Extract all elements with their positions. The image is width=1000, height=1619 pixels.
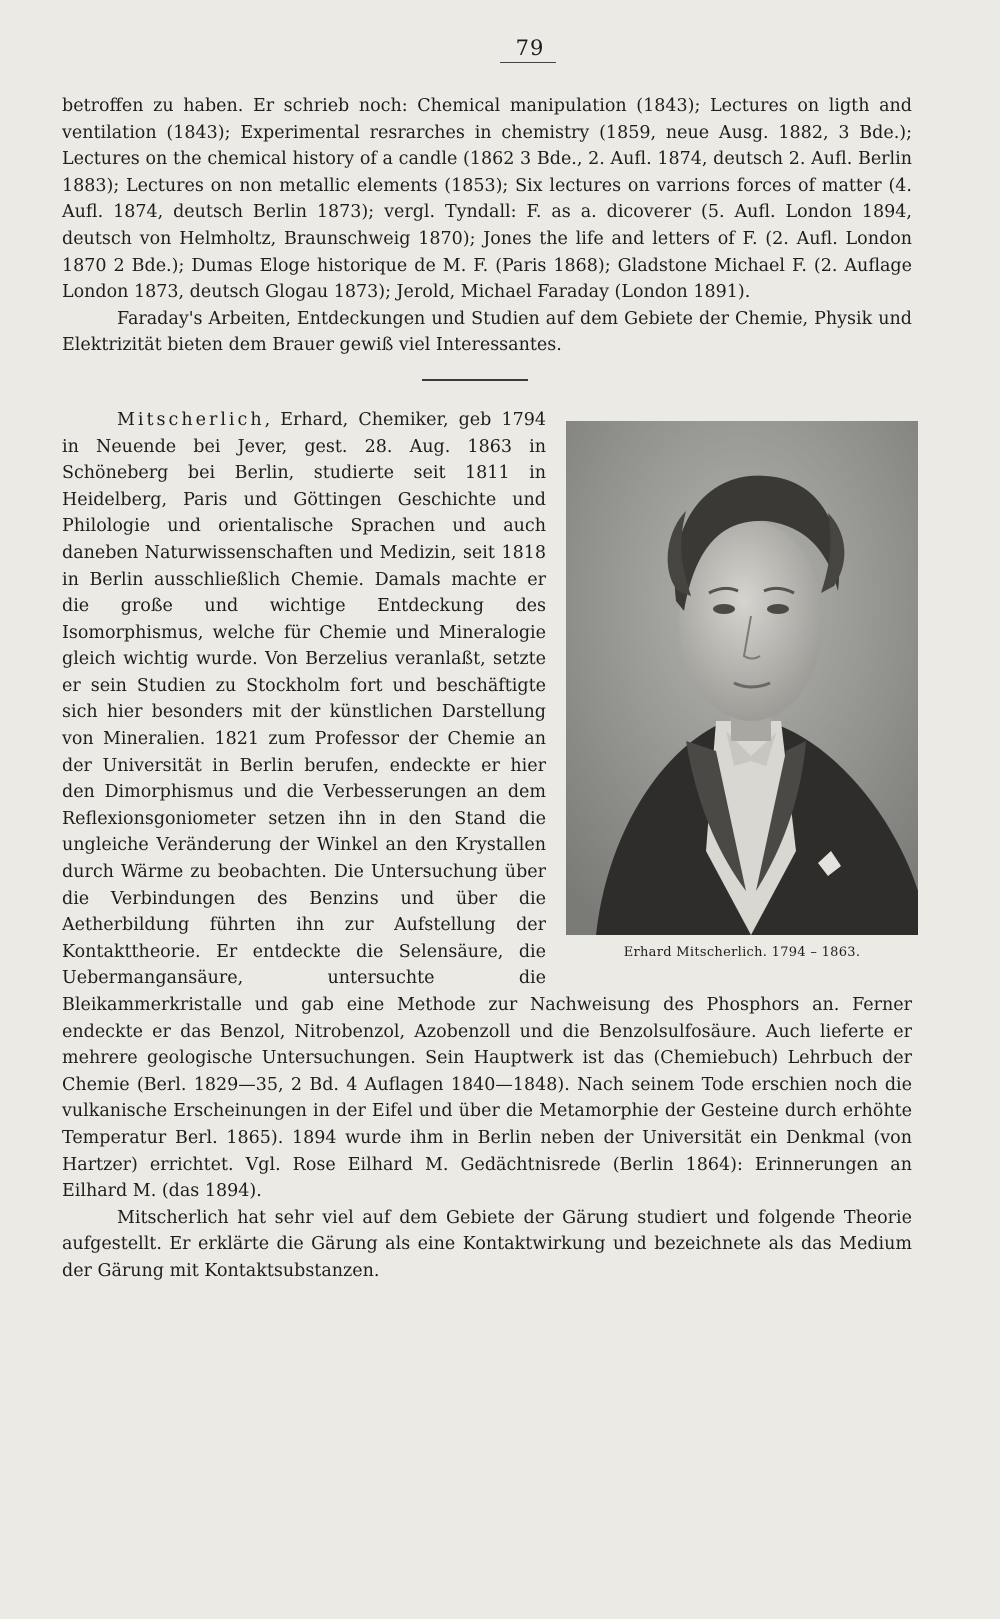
mitscherlich-name: Mitscherlich	[117, 409, 265, 430]
faraday-bibliography-paragraph: betroffen zu haben. Er schrieb noch: Chemical manipulation (1843); Lectures on ligth and ventilation (1843); Experimental resrarches in chemistry (1859, neue Ausg. 1882, 3 Bde.); Lectures on the chemical history of a candle (1862 3 Bde., 2. Aufl. 1874, deutsch 2. Aufl. Berlin 1883); Lectures on non metallic elements (1853); Six lectures on varrions forces of matter (4. Aufl. 1874, deutsch Berlin 1873); vergl. Tyndall: F. as a. dicoverer (5. Aufl. London 1894, deutsch von Helmholtz, Braunschweig 1870); Jones the life and letters of F. (2. Aufl. London 1870 2 Bde.); Dumas Eloge historique de M. F. (Paris 1868); Gladstone Michael F. (2. Auflage London 1873, deutsch Glogau 1873); Jerold, Michael Faraday (London 1891).	[62, 96, 912, 303]
portrait-caption: Erhard Mitscherlich. 1794 – 1863.	[623, 944, 861, 960]
section-divider	[422, 379, 528, 381]
mitscherlich-biography-text: , Erhard, Chemiker, geb 1794 in Neuende bei Jever, gest. 28. Aug. 1863 in Schöneberg bei Berlin, studierte seit 1811 in Heidelberg, Paris und Göttingen Geschichte und Philologie und orientalische Sprachen und auch daneben Naturwissenschaften und Medizin, seit 1818 in Berlin ausschließlich Chemie. Damals machte er die große und wichtige Entdeckung des Isomorphismus, welche für Chemie und Mineralogie gleich wichtig wurde. Von Berzelius veranlaßt, setzte er sein Studien zu Stockholm fort und beschäftigte sich hier besonders mit der künstlichen Darstellung von Mineralien. 1821 zum Professor der Chemie an der Universität in Berlin berufen, endeckte er hier den Dimorphismus und die Verbesserungen an dem Reflexionsgoniometer setzen ihn in den Stand die ungleiche Veränderung der Winkel an den Krystallen durch Wärme zu beobachten. Die Untersuchung über die Verbindungen des Benzins und über die Aetherbildung führten ihn zur Aufstellung der Kontakttheorie. Er entdeckte die Selensäure, die Uebermangansäure, untersuchte die Bleikammerkristalle und gab eine Methode zur Nachweisung des Phosphors an. Ferner endeckte er das Benzol, Nitrobenzol, Azobenzoll und die Benzolsulfosäure. Auch lieferte er mehrere geologische Untersuchungen. Sein Hauptwerk ist das (Chemiebuch) Lehrbuch der Chemie (Berl. 1829—35, 2 Bd. 4 Auflagen 1840—1848). Nach seinem Tode erschien noch die vulkanische Erscheinungen in der Eifel und über die Metamorphie der Gesteine durch erhöhte Temperatur Berl. 1865). 1894 wurde ihm in Berlin neben der Universität ein Denkmal (von Hartzer) errichtet. Vgl. Rose Eilhard M. Gedächtnisrede (Berlin 1864): Erinnerungen an Eilhard M. (das 1894).	[62, 409, 912, 1202]
portrait-figure	[566, 421, 918, 960]
page-number: 79	[515, 36, 545, 60]
faraday-summary-paragraph: Faraday's Arbeiten, Entdeckungen und Studien auf dem Gebiete der Chemie, Physik und Elektrizität bieten dem Brauer gewiß viel Interessantes.	[62, 308, 912, 356]
portrait-image	[566, 421, 918, 935]
mitscherlich-theory-paragraph: Mitscherlich hat sehr viel auf dem Gebiete der Gärung studiert und folgende Theorie aufgestellt. Er erklärte die Gärung als eine Kontaktwirkung und bezeichnete als das Medium der Gärung mit Kontaktsubstanzen.	[62, 1207, 912, 1281]
page-number-rule	[500, 62, 556, 63]
